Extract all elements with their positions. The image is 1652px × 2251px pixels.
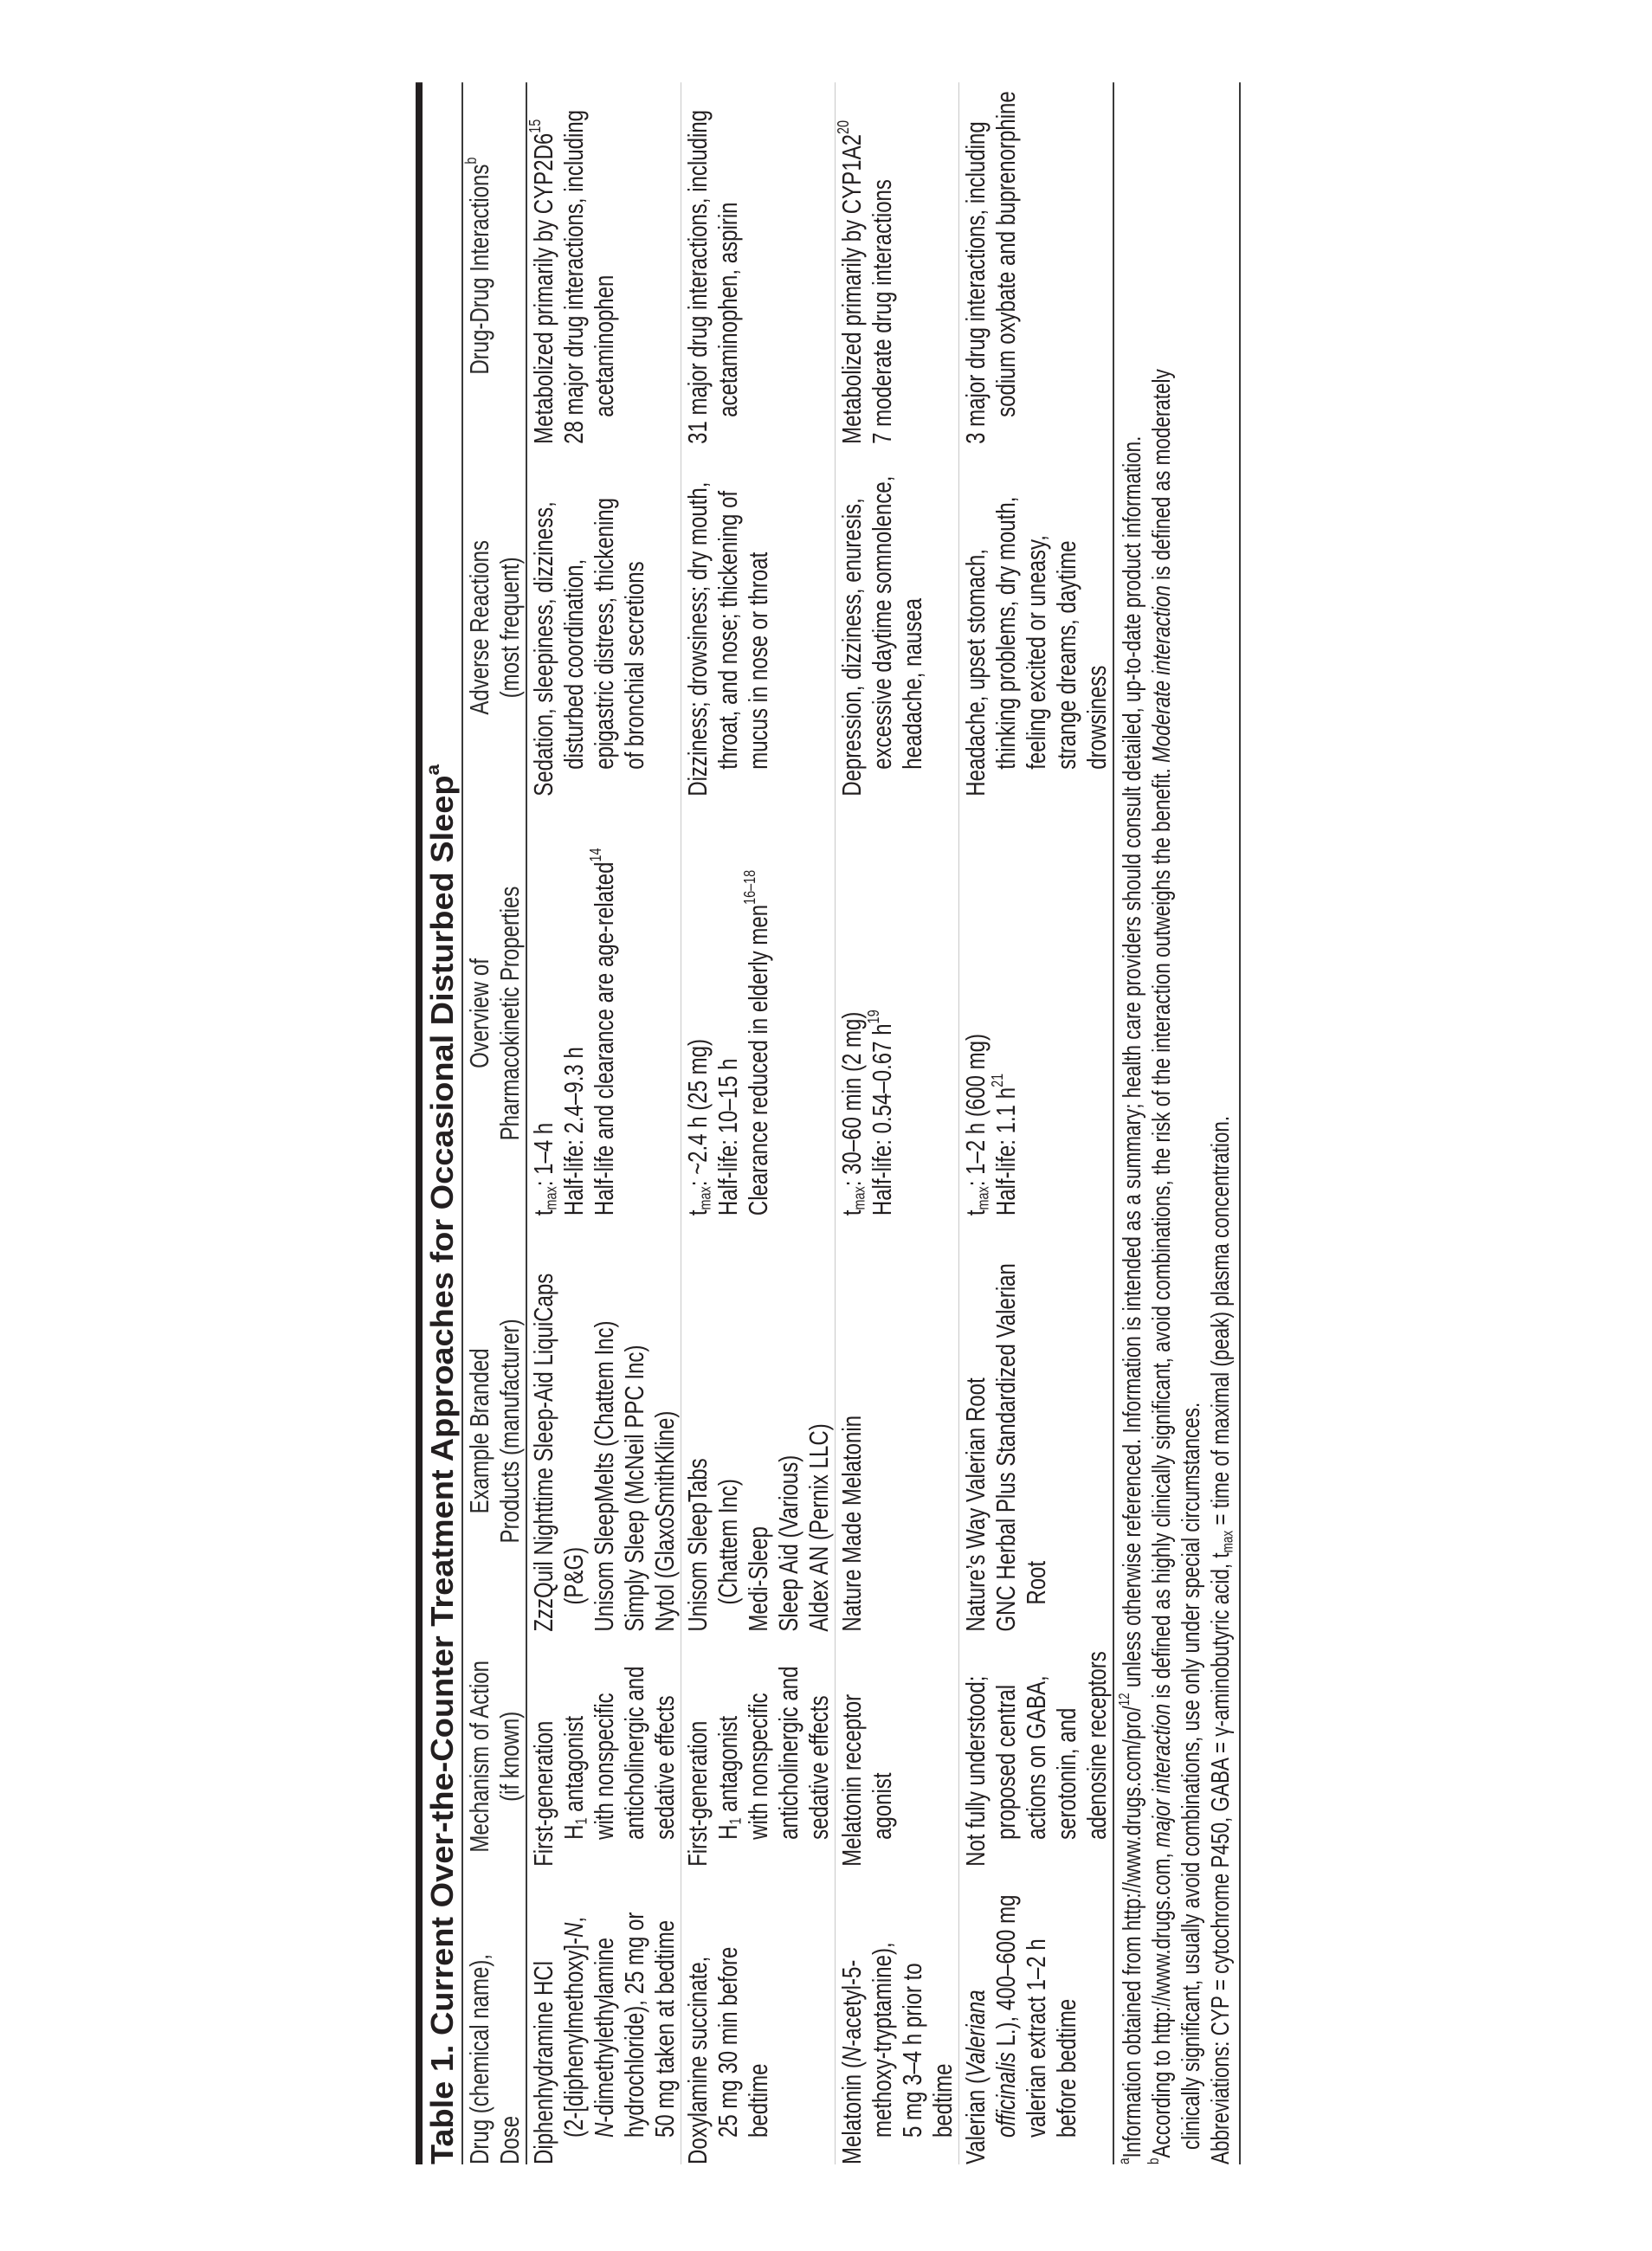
text: mucus in nose or throat (743, 551, 773, 770)
cell-adverse-reactions (960, 454, 1112, 806)
cell-products (682, 1225, 834, 1641)
subscript: max (541, 1186, 560, 1210)
text: Half-life: 2.4–9.3 h (558, 1047, 589, 1216)
cell-pharmacokinetics (960, 806, 1112, 1225)
text-line (960, 87, 991, 444)
text: Root (1021, 1560, 1051, 1605)
text-line (713, 1881, 743, 2164)
text: Depression, dizziness, enuresis, (836, 498, 867, 797)
text: 5 mg 3–4 h prior to (897, 1963, 927, 2138)
italic-text: N (589, 2122, 619, 2138)
text-line (586, 811, 619, 1216)
table-row (836, 82, 959, 2164)
text: (P&G) (558, 1546, 589, 1605)
text: sedative effects (649, 1695, 680, 1840)
text-line (619, 1881, 649, 2164)
text: Pharmacokinetic Properties (494, 886, 525, 1141)
text: is defined as highly clinically significant, avoid combinations, the risk of the interaction outweighs the benefit. (1148, 762, 1176, 1704)
subscript: max (1218, 1530, 1236, 1553)
text: drowsiness (1081, 665, 1112, 770)
cell-interactions (960, 82, 1112, 454)
text-line (960, 459, 991, 797)
header-adverse-reactions (463, 454, 526, 806)
text-line (649, 1647, 680, 1867)
text-line (960, 1881, 991, 2164)
italic-text: officinalis (991, 2052, 1021, 2138)
cell-pharmacokinetics (682, 806, 834, 1225)
cell-adverse-reactions (682, 454, 834, 806)
text: ZzzQuil Nighttime Sleep-Aid LiquiCaps (528, 1273, 558, 1632)
text-line (494, 459, 525, 797)
text-line (528, 459, 558, 797)
text: Melatonin ( (836, 2061, 867, 2164)
text-line (743, 1647, 773, 1867)
cell-interactions (528, 82, 680, 454)
text-line (558, 1881, 589, 2164)
text-line (927, 1881, 958, 2164)
header-mechanism (463, 1641, 526, 1876)
text-line (649, 1230, 680, 1631)
table-row (527, 82, 681, 2164)
text: strange dreams, daytime (1051, 540, 1081, 770)
text: Simply Sleep (McNeil PPC Inc) (619, 1345, 649, 1632)
text-line (713, 1647, 743, 1867)
cell-interactions (682, 82, 834, 454)
text-line (991, 459, 1021, 797)
text: thinking problems, dry mouth, (991, 496, 1021, 770)
text-line (988, 811, 1021, 1216)
text: Valerian ( (960, 2076, 991, 2164)
text-line (1206, 82, 1236, 2164)
text-line (1021, 1647, 1051, 1867)
text-line (464, 811, 494, 1216)
subscript: 1 (571, 1817, 590, 1825)
text: : ~2.4 h (25 mg) (682, 1038, 713, 1187)
text-line (960, 1230, 991, 1631)
text-line (682, 87, 713, 444)
text-line (558, 87, 589, 444)
text-line (682, 459, 713, 797)
text: throat, and nose; thickening of (713, 490, 743, 770)
table-title (423, 82, 463, 2164)
text: Doxylamine succinate, (682, 1956, 713, 2164)
superscript: a (421, 764, 443, 776)
text-line (558, 459, 589, 797)
text-line (589, 1647, 619, 1867)
text-line (1051, 1881, 1081, 2164)
text: Drug-Drug Interactions (464, 164, 494, 375)
text: (2-[diphenylmethoxy]- (558, 1937, 589, 2138)
text-line (836, 811, 867, 1216)
text-line (1114, 82, 1147, 2164)
text-line (991, 1647, 1021, 1867)
text: 7 moderate drug interactions (867, 179, 897, 444)
text-line (743, 459, 773, 797)
text-line (897, 459, 927, 797)
text-line (528, 1881, 558, 2164)
text-line (528, 1647, 558, 1867)
text-line (773, 1647, 803, 1867)
cell-pharmacokinetics (836, 806, 958, 1225)
text: proposed central (991, 1684, 1021, 1840)
cell-adverse-reactions (836, 454, 958, 806)
text: t (682, 1209, 713, 1216)
cell-pharmacokinetics (528, 806, 680, 1225)
text-line (589, 1230, 619, 1631)
subscript: 1 (726, 1817, 745, 1825)
text: : 1–4 h (528, 1122, 558, 1187)
text-line (991, 1881, 1021, 2164)
superscript: 20 (834, 120, 853, 135)
text-line (713, 1230, 743, 1631)
text: First-generation (528, 1720, 558, 1867)
text: is defined as moderately (1148, 369, 1176, 586)
text-line (589, 87, 619, 444)
text: of bronchial secretions (619, 561, 649, 770)
top-rule (416, 82, 423, 2164)
text: hydrochloride), 25 mg or (619, 1912, 649, 2138)
text-line (1051, 459, 1081, 797)
text: Metabolized primarily by CYP1A2 (836, 134, 867, 444)
text: Diphenhydramine HCl (528, 1960, 558, 2164)
text-line (803, 1647, 834, 1867)
text: -acetyl-5- (836, 1959, 867, 2047)
text-line (464, 1230, 494, 1631)
text: Aldex AN (Pernix LLC) (803, 1423, 834, 1632)
text-line (867, 459, 897, 797)
cell-products (836, 1225, 958, 1641)
text: Nature Made Melatonin (836, 1415, 867, 1632)
text: Nytol (GlaxoSmithKline) (649, 1410, 680, 1632)
text-line (991, 1230, 1021, 1631)
text-line (1177, 82, 1206, 2164)
text-line (682, 1230, 713, 1631)
text: 25 mg 30 min before (713, 1946, 743, 2138)
text-line (619, 1647, 649, 1867)
text-line (740, 811, 773, 1216)
header-interactions (463, 82, 526, 454)
text: 28 major drug interactions, including (558, 109, 589, 444)
italic-text: N (558, 1922, 589, 1938)
superscript: b (461, 157, 481, 164)
text: Unisom SleepTabs (682, 1458, 713, 1632)
italic-text: Valeriana (960, 1990, 991, 2077)
text-line (528, 811, 558, 1216)
text: Half-life: 1.1 h (991, 1087, 1021, 1216)
superscript: 21 (988, 1073, 1007, 1087)
table-row (959, 82, 1114, 2164)
text: t (836, 1209, 867, 1216)
text: anticholinergic and (773, 1666, 803, 1840)
text: Drug (chemical name), (464, 1954, 494, 2164)
text: clinically significant, usually avoid combinations, use only under special circumstances. (1178, 1402, 1205, 2150)
text-line (836, 459, 867, 797)
text: actions on GABA, (1021, 1675, 1051, 1840)
text: According to http://www.drugs.com, (1148, 1847, 1176, 2158)
text: feeling excited or uneasy, (1021, 535, 1051, 770)
text: L.), 400–600 mg (991, 1894, 1021, 2053)
text-line (528, 87, 558, 444)
text: Half-life: 0.54–0.67 h (867, 1023, 897, 1216)
text-line (649, 1881, 680, 2164)
text-line (867, 87, 897, 444)
text-line (682, 811, 713, 1216)
text: t (528, 1209, 558, 1216)
text: First-generation (682, 1720, 713, 1867)
cell-mechanism (682, 1641, 834, 1876)
text-line (1081, 1647, 1112, 1867)
text: headache, nausea (897, 598, 927, 770)
superscript: a (1114, 2157, 1133, 2164)
cell-mechanism (836, 1641, 958, 1876)
text-line (867, 1647, 897, 1867)
text: agonist (867, 1772, 897, 1840)
italic-text: major interaction (1148, 1703, 1176, 1848)
text: Half-life and clearance are age-related (589, 861, 619, 1216)
cell-mechanism (960, 1641, 1112, 1876)
subscript: max (973, 1186, 992, 1210)
text-line (836, 1230, 867, 1631)
header-drug (463, 1876, 526, 2164)
text: excessive daytime somnolence, (867, 475, 897, 770)
table-footnotes (1114, 82, 1241, 2164)
text-line (682, 1881, 713, 2164)
text: Nature’s Way Valerian Root (960, 1377, 991, 1632)
text: Products (manufacturer) (494, 1319, 525, 1544)
text: with nonspecific (743, 1693, 773, 1840)
text: antagonist (558, 1715, 589, 1818)
text: Clearance reduced in elderly men (743, 904, 773, 1216)
text: Not fully understood; (960, 1675, 991, 1867)
table-body (527, 82, 1114, 2164)
text: Headache, upset stomach, (960, 548, 991, 797)
text: 31 major drug interactions, including (682, 109, 713, 444)
text: Unisom SleepMelts (Chattem Inc) (589, 1320, 619, 1632)
text-line (558, 1230, 589, 1631)
text-line (743, 1230, 773, 1631)
text: (if known) (494, 1711, 525, 1802)
text-line (619, 459, 649, 797)
text: valerian extract 1–2 h (1021, 1938, 1051, 2138)
text-line (464, 459, 494, 797)
text-line (494, 1230, 525, 1631)
text: (most frequent) (494, 557, 525, 699)
text-line (589, 1881, 619, 2164)
superscript: 12 (1114, 1693, 1133, 1706)
text: sedative effects (803, 1695, 834, 1840)
text: adenosine receptors (1081, 1651, 1112, 1840)
text: : 1–2 h (600 mg) (960, 1033, 991, 1187)
text: 50 mg taken at bedtime (649, 1919, 680, 2138)
text-line (464, 1647, 494, 1867)
superscript: 16–18 (740, 869, 759, 905)
text-line (836, 1647, 867, 1867)
text-line (991, 87, 1021, 444)
text: Sedation, sleepiness, dizziness, (528, 501, 558, 797)
text-line (960, 811, 991, 1216)
text-line (1021, 1881, 1051, 2164)
text: Medi-Sleep (743, 1526, 773, 1632)
text: (Chattem Inc) (713, 1479, 743, 1605)
text: -dimethylethylamine (589, 1938, 619, 2123)
text-line (1021, 459, 1051, 797)
table-title-text (423, 764, 461, 2164)
subscript: max (849, 1186, 868, 1210)
text-line (803, 1230, 834, 1631)
cell-adverse-reactions (528, 454, 680, 806)
text: disturbed coordination, (558, 558, 589, 770)
text-line (589, 459, 619, 797)
text: acetaminophen (589, 274, 619, 417)
superscript: 15 (526, 119, 545, 133)
text: Mechanism of Action (464, 1660, 494, 1853)
text-line (773, 1230, 803, 1631)
text: sodium oxybate and buprenorphine (991, 91, 1021, 417)
text-line (494, 811, 525, 1216)
text: Dose (494, 2115, 525, 2164)
text: Metabolized primarily by CYP2D6 (528, 132, 558, 444)
text-line (558, 811, 589, 1216)
cell-products (960, 1225, 1112, 1641)
text: 3 major drug interactions, including (960, 121, 991, 444)
text: unless otherwise referenced. Information is intended as a summary; health care providers should consult detailed, up-to-date product information. (1119, 435, 1146, 1693)
text-line (682, 1647, 713, 1867)
table-header-row (463, 82, 527, 2164)
text-line (897, 1881, 927, 2164)
text: Adverse Reactions (464, 540, 494, 715)
text-line (494, 1647, 525, 1867)
header-products (463, 1225, 526, 1641)
text: Melatonin receptor (836, 1693, 867, 1867)
text: Dizziness; drowsiness; dry mouth, (682, 481, 713, 797)
text: serotonin, and (1051, 1707, 1081, 1840)
text: bedtime (927, 2063, 958, 2138)
text: methoxy-tryptamine), (867, 1942, 897, 2138)
text: bedtime (743, 2063, 773, 2138)
text: with nonspecific (589, 1693, 619, 1840)
text-line (743, 1881, 773, 2164)
text: Table 1. Current Over-the-Counter Treatment Approaches for Occasional Disturbed Sleep (424, 775, 460, 2165)
text-line (1081, 459, 1112, 797)
superscript: b (1144, 2157, 1162, 2164)
cell-drug (836, 1876, 958, 2164)
text-line (464, 1881, 494, 2164)
text-line (960, 1647, 991, 1867)
text: : 30–60 min (2 mg) (836, 1011, 867, 1187)
text: before bedtime (1051, 1998, 1081, 2138)
subscript: max (695, 1186, 714, 1210)
header-pharmacokinetics (463, 806, 526, 1225)
text: GNC Herbal Plus Standardized Valerian (991, 1263, 1021, 1632)
text-line (836, 1881, 867, 2164)
text-line (1051, 1647, 1081, 1867)
text: epigastric distress, thickening (589, 497, 619, 770)
text: Half-life: 10–15 h (713, 1058, 743, 1216)
text-line (713, 87, 743, 444)
text-line (1144, 82, 1177, 2164)
text: Overview of (464, 958, 494, 1068)
text-line (713, 459, 743, 797)
table-row (681, 82, 836, 2164)
text-line (1021, 1230, 1051, 1631)
superscript: 19 (864, 1009, 883, 1024)
text: , (558, 1916, 589, 1923)
text: H (713, 1824, 743, 1840)
text-line (619, 1230, 649, 1631)
text: Example Branded (464, 1348, 494, 1514)
text-line (558, 1647, 589, 1867)
text-line (713, 811, 743, 1216)
text-line (461, 87, 494, 444)
text: t (960, 1209, 991, 1216)
italic-text: Moderate interaction (1148, 585, 1176, 763)
text: = time of maximal (peak) plasma concentration. (1207, 1115, 1235, 1531)
text: anticholinergic and (619, 1666, 649, 1840)
ott-sleep-table (416, 82, 1236, 2164)
superscript: 14 (586, 848, 605, 862)
cell-products (528, 1225, 680, 1641)
text-line (867, 1881, 897, 2164)
cell-interactions (836, 82, 958, 454)
text: H (558, 1824, 589, 1840)
text: Sleep Aid (Various) (773, 1454, 803, 1632)
cell-drug (528, 1876, 680, 2164)
cell-mechanism (528, 1641, 680, 1876)
text: antagonist (713, 1715, 743, 1818)
text: acetaminophen, aspirin (713, 202, 743, 417)
text-line (836, 87, 867, 444)
text: Abbreviations: CYP = cytochrome P450, GABA = γ-aminobutyric acid, t (1207, 1552, 1235, 2164)
text: Information obtained from http://www.drugs.com/pro/ (1119, 1706, 1146, 2158)
text-line (494, 1881, 525, 2164)
italic-text: N (836, 2046, 867, 2062)
cell-drug (682, 1876, 834, 2164)
cell-drug (960, 1876, 1112, 2164)
text-line (528, 1230, 558, 1631)
text-line (864, 811, 897, 1216)
